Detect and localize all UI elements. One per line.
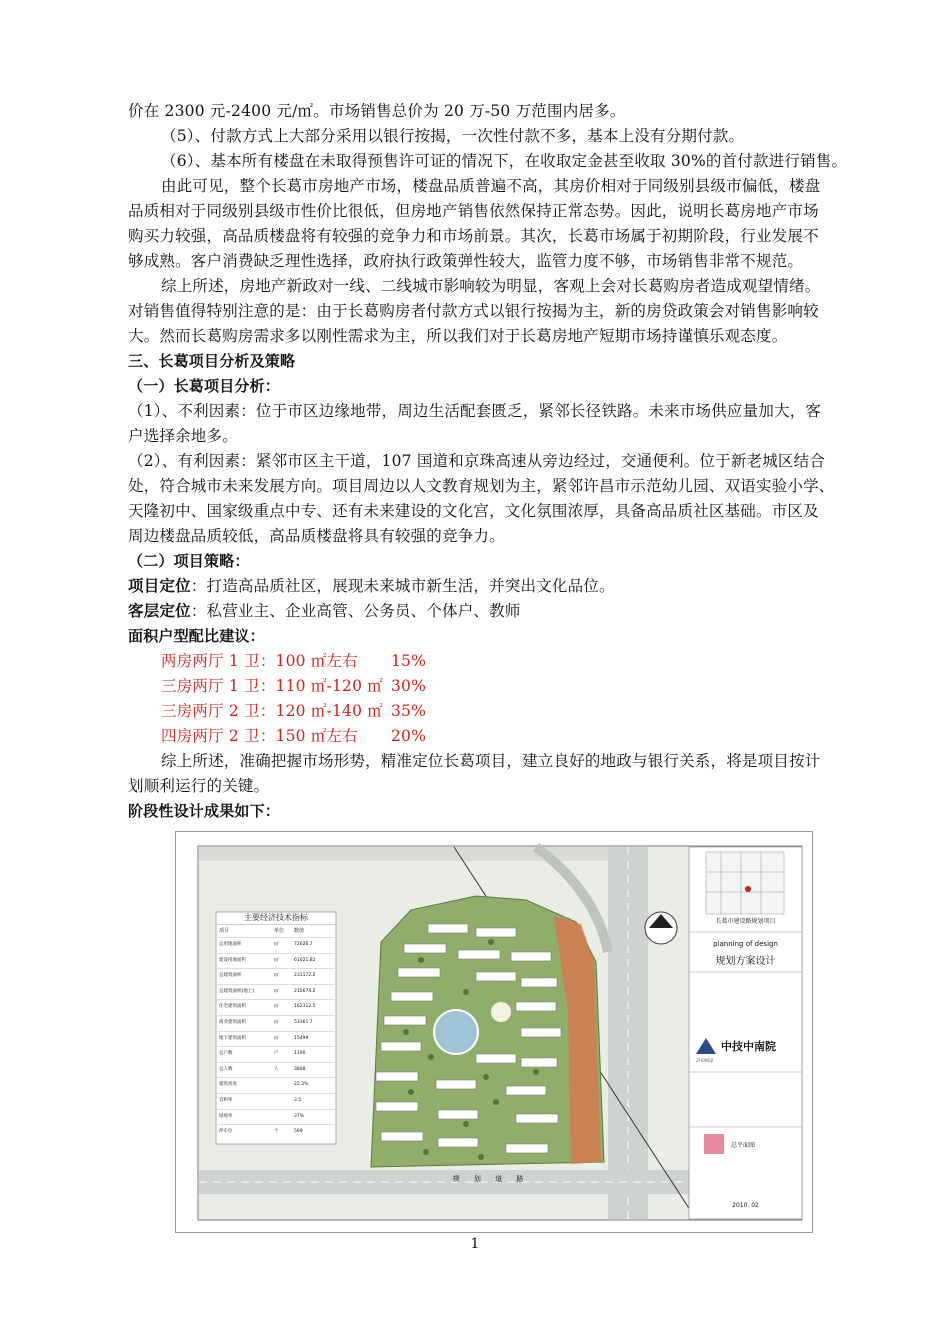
table-row bbox=[216, 937, 336, 953]
company-en: ZHONGJI bbox=[696, 1058, 714, 1063]
planning-cn: 规划方案设计 bbox=[715, 956, 776, 967]
paragraph-line: 综上所述，准确把握市场形势，精准定位长葛项目，建立良好的地政与银行关系，将是项目按计 bbox=[161, 752, 821, 770]
positioning-label: 项目定位 bbox=[128, 577, 191, 595]
table-cell: 容积率 bbox=[219, 1097, 233, 1103]
table-cell: 停车位 bbox=[219, 1129, 233, 1135]
unit-pct: 35% bbox=[391, 702, 427, 720]
table-cell: 户 bbox=[274, 1051, 279, 1057]
table-cell: 总建筑面积 bbox=[219, 973, 242, 979]
table-row bbox=[216, 1031, 336, 1047]
table-row bbox=[216, 1062, 336, 1078]
subsection-heading: （一）长葛项目分析： bbox=[128, 377, 281, 395]
paragraph-line: 购买力较强，高品质楼盘将有较强的竞争力和市场前景。其次，长葛市场属于初期阶段，行业发展不 bbox=[128, 227, 819, 245]
page-number: 1 bbox=[470, 1236, 480, 1252]
unit-mix-row bbox=[161, 674, 901, 699]
table-cell: 37% bbox=[294, 1113, 305, 1119]
table-cell: 地下建筑面积 bbox=[219, 1035, 246, 1041]
table-cell: ㎡ bbox=[274, 1035, 279, 1041]
positioning-line bbox=[128, 574, 868, 599]
table-row bbox=[216, 1093, 336, 1109]
table-header bbox=[216, 924, 336, 937]
customer-label: 客层定位 bbox=[128, 602, 191, 620]
table-body bbox=[216, 937, 336, 1140]
paragraph-line: 户选择余地多。 bbox=[128, 427, 238, 445]
table-cell bbox=[274, 1078, 294, 1093]
indicator-table bbox=[216, 912, 336, 1140]
table-row bbox=[216, 1077, 336, 1093]
planning-en: planning of design bbox=[713, 940, 778, 948]
unit-pct: 30% bbox=[391, 677, 427, 695]
paragraph-line: 划顺利运行的关键。 bbox=[128, 777, 270, 795]
table-header-cell: 项目 bbox=[219, 928, 230, 934]
customer-text: ：私营业主、企业高管、公务员、个体户、教师 bbox=[190, 602, 521, 620]
table-cell: 569 bbox=[294, 1129, 303, 1135]
table-header-cell: 数值 bbox=[294, 928, 305, 934]
paragraph-line: 综上所述，房地产新政对一线、二线城市影响较为明显，客观上会对长葛购房者造成观望情绪。 bbox=[161, 277, 821, 295]
unit-pct: 20% bbox=[391, 727, 427, 745]
table-cell: 3.5 bbox=[294, 1097, 302, 1103]
site-plan-figure bbox=[175, 831, 813, 1233]
table-cell: ㎡ bbox=[274, 1004, 279, 1010]
table-cell: ㎡ bbox=[274, 1019, 279, 1025]
drawing-name: 总平面图 bbox=[731, 1142, 756, 1149]
paragraph-line: 天隆初中、国家级重点中专、还有未来建设的文化宫，文化氛围浓厚，具备高品质社区基础。市区及 bbox=[128, 502, 819, 520]
table-cell: 建设用地面积 bbox=[219, 957, 246, 963]
table-row bbox=[216, 984, 336, 1000]
unit-type: 三房两厅 2 卫：120 ㎡-140 ㎡ bbox=[161, 702, 383, 720]
table-cell: 人 bbox=[274, 1066, 279, 1072]
table-cell: 绿地率 bbox=[219, 1113, 233, 1119]
unit-mix-row bbox=[161, 699, 901, 724]
unit-pct: 15% bbox=[391, 652, 427, 670]
table-cell: 商业建筑面积 bbox=[219, 1019, 246, 1025]
table-row bbox=[216, 999, 336, 1015]
paragraph-line: 周边楼盘品质较低，高品质楼盘将具有较强的竞争力。 bbox=[128, 527, 505, 545]
table-cell: 53361.7 bbox=[294, 1019, 313, 1025]
road-label: 规 划 道 路 bbox=[452, 1175, 530, 1183]
design-heading: 阶段性设计成果如下： bbox=[128, 802, 281, 820]
table-row bbox=[216, 953, 336, 969]
subsection-heading: （二）项目策略： bbox=[128, 552, 250, 570]
table-row bbox=[216, 1124, 336, 1140]
table-cell: 1190 bbox=[294, 1051, 306, 1057]
table-cell: 72626.7 bbox=[294, 942, 313, 947]
table-title: 主要经济技术指标 bbox=[244, 913, 308, 922]
unit-type: 三房两厅 1 卫：110 ㎡-120 ㎡ bbox=[161, 677, 383, 695]
table-cell: 总用地面积 bbox=[219, 942, 242, 947]
table-cell: ㎡ bbox=[274, 942, 279, 947]
table-cell: 162312.5 bbox=[294, 1004, 316, 1010]
table-header-cell: 单位 bbox=[274, 928, 285, 934]
table-cell: ㎡ bbox=[274, 957, 279, 963]
paragraph-line: 处，符合城市未来发展方向。项目周边以人文教育规划为主，紧邻许昌市示范幼儿园、双语实验小学、 bbox=[128, 477, 835, 495]
table-row bbox=[216, 1046, 336, 1062]
table-cell: 住宅建筑面积 bbox=[219, 1004, 246, 1010]
positioning-text: ：打造高品质社区，展现未来城市新生活，并突出文化品位。 bbox=[190, 577, 615, 595]
customer-line bbox=[128, 599, 868, 624]
table-cell: 总人数 bbox=[219, 1066, 233, 1072]
table-cell: 61021.82 bbox=[294, 957, 316, 963]
table-row bbox=[216, 968, 336, 984]
paragraph-line: （6）、基本所有楼盘在未取得预售许可证的情况下，在收取定金甚至收取 30%的首付款进行销售。 bbox=[161, 152, 848, 170]
drawing-date: 2010. 02 bbox=[732, 1202, 759, 1209]
unit-mix-row bbox=[161, 649, 901, 674]
unit-mix-row bbox=[161, 724, 901, 749]
table-cell: ㎡ bbox=[274, 973, 279, 979]
paragraph-line: 够成熟。客户消费缺乏理性选择，政府执行政策弹性较大，监管力度不够，市场销售非常不规范。 bbox=[128, 252, 804, 270]
table-cell: 22.3% bbox=[294, 1082, 309, 1088]
table-cell: 231172.2 bbox=[294, 973, 316, 979]
project-name: 长葛市建设路规划项目 bbox=[715, 918, 776, 925]
section-heading: 三、长葛项目分析及策略 bbox=[128, 352, 296, 370]
table-cell: 3808 bbox=[294, 1066, 306, 1072]
table-cell: ㎡ bbox=[274, 988, 279, 994]
paragraph-line: 大。然而长葛购房需求多以刚性需求为主，所以我们对于长葛房地产短期市场持谨慎乐观态度。 bbox=[128, 327, 788, 345]
unit-type: 四房两厅 2 卫：150 ㎡左右 bbox=[161, 727, 358, 745]
paragraph-line: （1）、不利因素：位于市区边缘地带，周边生活配套匮乏，紧邻长径铁路。未来市场供应量加大，客 bbox=[128, 402, 822, 420]
paragraph-line: 价在 2300 元-2400 元/㎡。市场销售总价为 20 万-50 万范围内居多。 bbox=[128, 102, 626, 120]
table-row bbox=[216, 1015, 336, 1031]
area-heading: 面积户型配比建议： bbox=[128, 627, 265, 645]
table-cell bbox=[274, 1110, 294, 1125]
table-cell: 个 bbox=[274, 1129, 279, 1135]
paragraph-line: 由此可见，整个长葛市房地产市场，楼盘品质普遍不高，其房价相对于同级别县级市偏低，楼盘 bbox=[161, 177, 821, 195]
paragraph-line: 对销售值得特别注意的是：由于长葛购房者付款方式以银行按揭为主，新的房贷政策会对销售影响较 bbox=[128, 302, 819, 320]
paragraph-line: 品质相对于同级别县级市性价比很低，但房地产销售依然保持正常态势。因此，说明长葛房地产市场 bbox=[128, 202, 819, 220]
paragraph-line: （2）、有利因素：紧邻市区主干道，107 国道和京珠高速从旁边经过，交通便利。位于新老城区结合 bbox=[128, 452, 826, 470]
table-cell bbox=[274, 1094, 294, 1109]
table-cell: 215674.2 bbox=[294, 988, 316, 994]
table-cell: 总建筑面积(地上) bbox=[219, 988, 255, 994]
table-row bbox=[216, 1109, 336, 1125]
table-cell: 建筑密度 bbox=[219, 1082, 237, 1088]
paragraph-line: （5）、付款方式上大部分采用以银行按揭，一次性付款不多，基本上没有分期付款。 bbox=[161, 127, 745, 145]
table-cell: 总户数 bbox=[219, 1051, 233, 1057]
company-name: 中技中南院 bbox=[721, 1040, 776, 1053]
table-cell: 15499 bbox=[294, 1035, 309, 1041]
unit-type: 两房两厅 1 卫：100 ㎡左右 bbox=[161, 652, 358, 670]
